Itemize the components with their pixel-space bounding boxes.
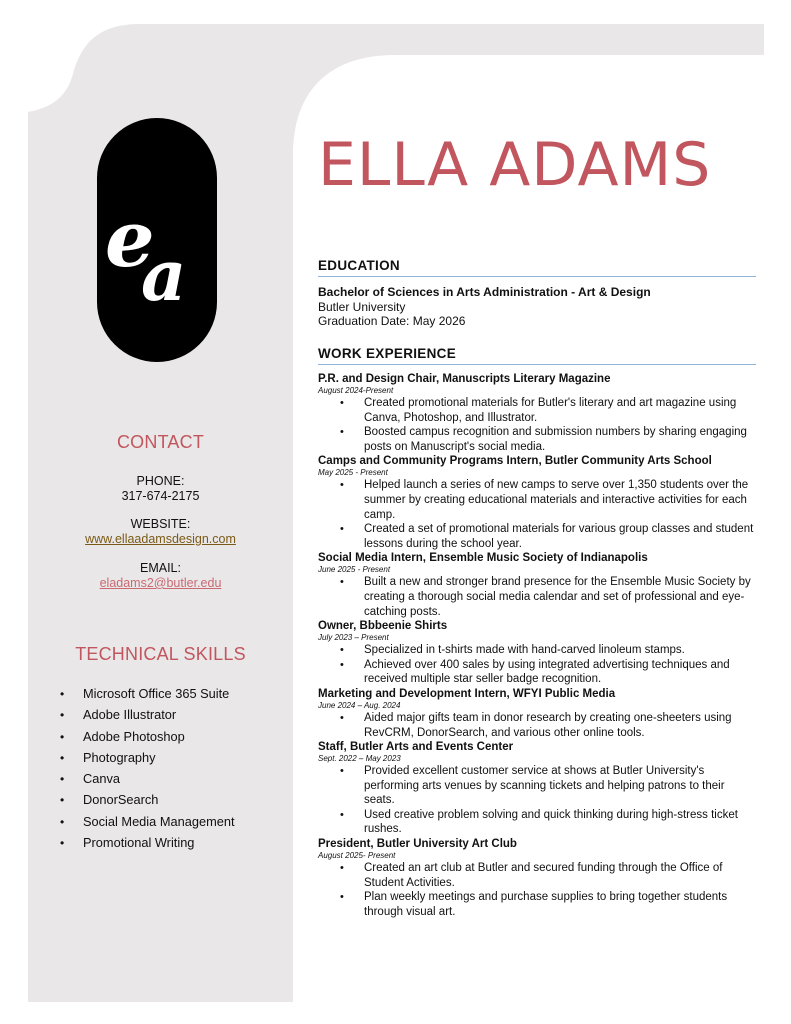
job-bullet: • Created an art club at Butler and secured funding through the Office of Student Activities.	[318, 861, 758, 890]
job-bullets	[318, 711, 758, 740]
job-bullet: • Used creative problem solving and quick thinking during high-stress ticket rushes.	[318, 808, 758, 837]
skills-list	[60, 686, 235, 856]
website-block	[28, 517, 293, 547]
website-label: WEBSITE:	[130, 517, 191, 531]
job-bullets	[318, 764, 758, 837]
job-title: P.R. and Design Chair, Manuscripts Literary Magazine	[318, 373, 611, 385]
job-date: August 2025- Present	[318, 851, 396, 861]
job-bullet: • Plan weekly meetings and purchase supplies to bring together students through visual art.	[318, 890, 758, 919]
skill-item: • Adobe Illustrator	[60, 707, 235, 728]
email-block	[28, 561, 293, 591]
work-experience-section	[318, 372, 758, 919]
email-link[interactable]: eladams2@butler.edu	[99, 576, 222, 590]
job-entry	[318, 837, 758, 919]
job-bullet: • Achieved over 400 sales by using integrated advertising techniques and received multiple star seller badge recognition.	[318, 658, 758, 687]
job-date: May 2025 - Present	[318, 468, 388, 478]
job-bullets	[318, 478, 758, 551]
school: Butler University	[318, 299, 406, 314]
skill-item: • Microsoft Office 365 Suite	[60, 686, 235, 707]
job-entry	[318, 619, 758, 687]
job-title: Camps and Community Programs Intern, Butler Community Arts School	[318, 455, 712, 468]
contact-heading: CONTACT	[116, 432, 205, 452]
education-section	[318, 285, 651, 329]
education-heading: EDUCATION	[318, 258, 756, 277]
website-link[interactable]: www.ellaadamsdesign.com	[85, 532, 236, 546]
job-bullet: • Built a new and stronger brand presence for the Ensemble Music Society by creating a thorough social media calendar and set of professional and eye-catching posts.	[318, 575, 758, 619]
skill-item: • Adobe Photoshop	[60, 729, 235, 750]
skill-item: • Photography	[60, 750, 235, 771]
job-date: Sept. 2022 – May 2023	[318, 754, 401, 764]
job-date: June 2024 – Aug. 2024	[318, 700, 401, 710]
job-title: Owner, Bbbeenie Shirts	[318, 620, 448, 633]
job-entry	[318, 551, 758, 619]
job-bullets	[318, 643, 758, 687]
job-title: Staff, Butler Arts and Events Center	[318, 741, 514, 754]
job-title: Marketing and Development Intern, WFYI Public Media	[318, 687, 616, 700]
phone-block	[28, 474, 293, 504]
job-entry	[318, 372, 758, 454]
phone-label: PHONE:	[136, 474, 185, 488]
job-bullet: • Provided excellent customer service at shows at Butler University's performing arts venues by scanning tickets and helping patrons to their seats.	[318, 764, 758, 808]
job-bullet: • Helped launch a series of new camps to serve over 1,350 students over the summer by creating educational materials and interactive activities for each camp.	[318, 478, 758, 522]
job-bullets	[318, 575, 758, 619]
job-bullet: • Created promotional materials for Butler's literary and art magazine using Canva, Photoshop, and Illustrator.	[318, 396, 758, 425]
job-bullets	[318, 396, 758, 454]
job-date: June 2025 - Present	[318, 565, 391, 575]
skills-heading: TECHNICAL SKILLS	[75, 644, 246, 664]
email-label: EMAIL:	[140, 561, 181, 575]
job-bullet: • Created a set of promotional materials for various group classes and student lessons during the school year.	[318, 522, 758, 551]
job-bullet: • Aided major gifts team in donor research by creating one-sheeters using RevCRM, DonorSearch, and various other online tools.	[318, 711, 758, 740]
degree: Bachelor of Sciences in Arts Administration - Art & Design	[318, 285, 651, 299]
job-date: August 2024-Present	[318, 386, 394, 395]
skill-item: • DonorSearch	[60, 792, 235, 813]
skill-item: • Canva	[60, 771, 235, 792]
skill-item: • Promotional Writing	[60, 835, 235, 856]
job-date: July 2023 – Present	[318, 633, 389, 643]
graduation-date: Graduation Date: May 2026	[318, 314, 466, 329]
monogram-logo	[97, 118, 217, 362]
work-heading: WORK EXPERIENCE	[318, 346, 756, 365]
monogram-a: a	[141, 234, 187, 317]
job-entry	[318, 740, 758, 837]
skill-item: • Social Media Management	[60, 814, 235, 835]
job-entry	[318, 687, 758, 740]
job-bullets	[318, 861, 758, 919]
job-title: Social Media Intern, Ensemble Music Society of Indianapolis	[318, 552, 648, 565]
job-bullet: • Boosted campus recognition and submission numbers by sharing engaging posts on Manuscript's social media.	[318, 425, 758, 454]
page-title: ELLA ADAMS	[318, 130, 712, 200]
job-bullet: • Specialized in t-shirts made with hand-carved linoleum stamps.	[318, 643, 758, 658]
job-title: President, Butler University Art Club	[318, 838, 517, 851]
phone-value: 317-674-2175	[121, 489, 200, 503]
job-entry	[318, 454, 758, 551]
monogram-e: e	[105, 194, 155, 285]
